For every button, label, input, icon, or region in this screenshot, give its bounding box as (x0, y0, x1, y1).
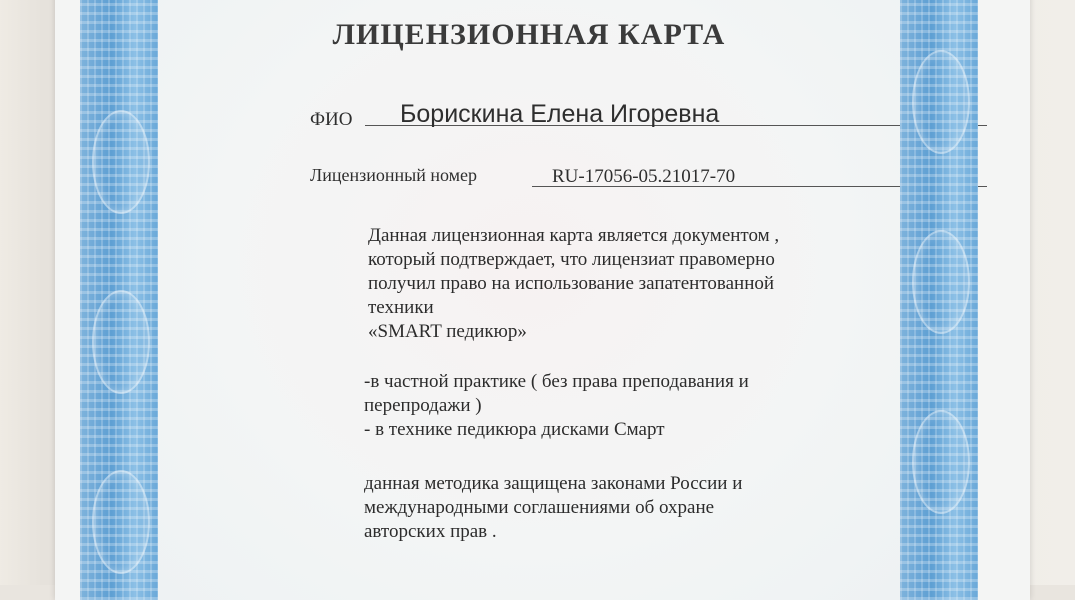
text-line: авторских прав . (364, 521, 497, 542)
license-number-row (310, 163, 990, 193)
technique-name: «SMART педикюр» (368, 321, 527, 342)
fio-row (310, 100, 990, 135)
fio-value: Борискина Елена Игоревна (400, 100, 720, 128)
text-line: международными соглашениями об охране (364, 497, 715, 518)
text-line: который подтверждает, что лицензиат правомерно (368, 249, 775, 270)
fio-label: ФИО (310, 109, 353, 130)
ornament (92, 110, 150, 214)
ornament (92, 470, 150, 574)
ornamental-border-left (80, 0, 158, 600)
license-number-value: RU-17056-05.21017-70 (552, 166, 736, 187)
copyright-paragraph (364, 472, 742, 544)
text-line: Данная лицензионная карта является документом , (368, 225, 780, 246)
usage-terms-paragraph (364, 370, 749, 442)
text-line: - в технике педикюра дисками Смарт (364, 419, 665, 440)
ornament (912, 50, 970, 154)
description-paragraph (368, 224, 779, 344)
license-number-label: Лицензионный номер (310, 165, 478, 185)
text-line: перепродажи ) (364, 395, 482, 416)
text-line: данная методика защищена законами России и (364, 473, 743, 494)
text-line: техники (368, 297, 434, 318)
text-line: получил право на использование запатентованной (368, 273, 775, 294)
text-line: -в частной практике ( без права преподавания и (364, 371, 749, 392)
license-card (55, 0, 1030, 600)
ornamental-border-right (900, 0, 978, 600)
card-title: ЛИЦЕНЗИОННАЯ КАРТА (332, 18, 726, 51)
ornament (912, 230, 970, 334)
ornament (912, 410, 970, 514)
card-body (158, 0, 900, 600)
ornament (92, 290, 150, 394)
